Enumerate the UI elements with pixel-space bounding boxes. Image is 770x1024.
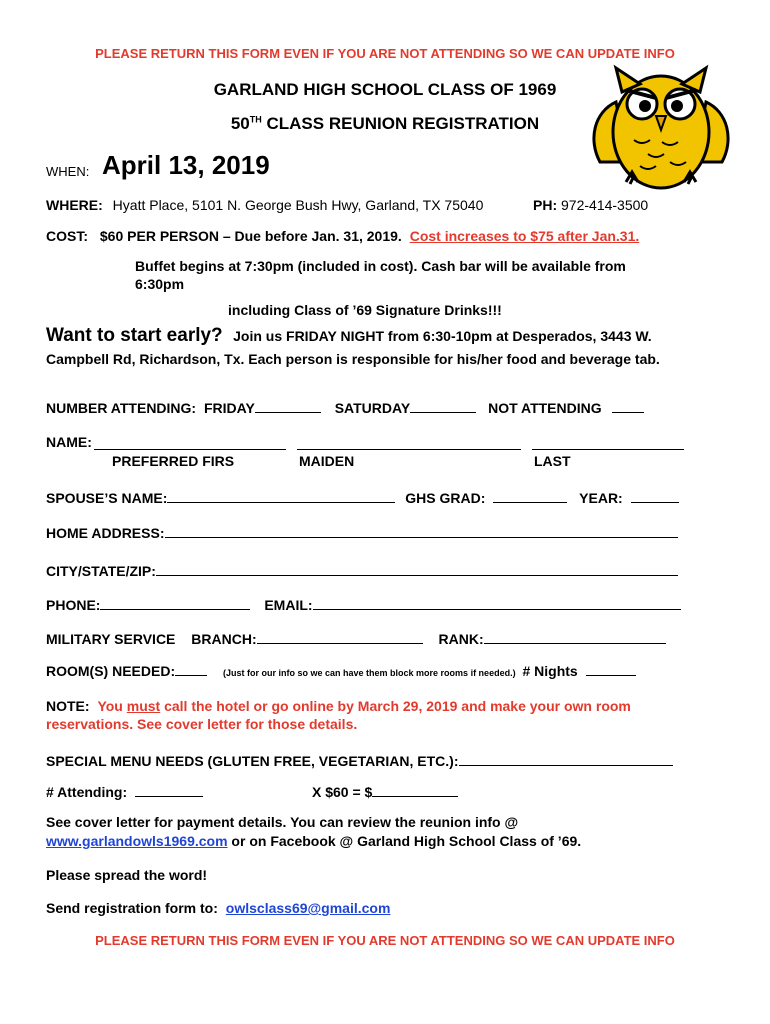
contact-email-link[interactable]: owlsclass69@gmail.com xyxy=(225,900,391,916)
venue-phone: 972-414-3500 xyxy=(561,197,649,213)
military-service-label: MILITARY SERVICE xyxy=(46,631,176,647)
nights-field[interactable] xyxy=(586,662,636,676)
payment-total-row xyxy=(312,783,458,800)
not-attending-label: NOT ATTENDING xyxy=(488,400,602,416)
send-label: Send registration form to: xyxy=(46,900,218,916)
top-banner: PLEASE RETURN THIS FORM EVEN IF YOU ARE NOT ATTENDING SO WE CAN UPDATE INFO xyxy=(95,46,675,61)
military-row xyxy=(46,630,666,647)
home-address-field[interactable] xyxy=(165,524,678,538)
city-state-zip-label: CITY/STATE/ZIP: xyxy=(46,563,156,579)
phone-field-label: PHONE: xyxy=(46,597,101,613)
friday-count-field[interactable] xyxy=(255,399,321,413)
saturday-label: SATURDAY xyxy=(334,400,411,416)
preferred-first-name-field[interactable] xyxy=(94,436,286,450)
spread-the-word: Please spread the word! xyxy=(46,867,208,883)
buffet-line-2: 6:30pm xyxy=(135,276,185,292)
last-name-field[interactable] xyxy=(532,436,684,450)
rank-field[interactable] xyxy=(484,630,666,644)
where-label: WHERE: xyxy=(46,197,103,213)
early-heading: Want to start early? xyxy=(46,325,223,346)
ghs-grad-field[interactable] xyxy=(493,489,567,503)
buffet-line-1: Buffet begins at 7:30pm (included in cost). Cash bar will be available from xyxy=(135,258,626,274)
when-label: WHEN: xyxy=(46,164,90,179)
number-attending-row xyxy=(46,399,644,416)
rooms-row xyxy=(46,662,636,679)
phone-row xyxy=(533,197,648,213)
rank-label: RANK: xyxy=(438,631,484,647)
note-line-1 xyxy=(46,698,631,714)
maiden-caption: MAIDEN xyxy=(299,453,355,469)
home-address-row xyxy=(46,524,678,541)
attending-count-field[interactable] xyxy=(135,783,203,797)
phone-email-row xyxy=(46,596,681,613)
branch-field[interactable] xyxy=(257,630,423,644)
cost-label: COST: xyxy=(46,228,88,244)
phone-field[interactable] xyxy=(100,596,250,610)
attending-payment-row xyxy=(46,783,203,800)
cost-value: $60 PER PERSON – Due before Jan. 31, 2019. xyxy=(99,228,402,244)
note-text-b: call the hotel or go online by March 29, 2019 and make your own room xyxy=(164,698,631,714)
not-attending-field[interactable] xyxy=(612,399,644,413)
early-row xyxy=(46,325,652,347)
nights-label: # Nights xyxy=(522,663,578,679)
special-menu-row xyxy=(46,752,673,769)
website-link[interactable]: www.garlandowls1969.com xyxy=(46,833,228,849)
note-line-2: reservations. See cover letter for those details. xyxy=(46,716,358,732)
payment-total-field[interactable] xyxy=(372,783,458,797)
email-field[interactable] xyxy=(313,596,681,610)
branch-label: BRANCH: xyxy=(191,631,257,647)
subtitle-text: CLASS REUNION REGISTRATION xyxy=(261,114,540,133)
special-menu-label: SPECIAL MENU NEEDS (GLUTEN FREE, VEGETARIAN, ETC.): xyxy=(46,753,459,769)
bottom-banner: PLEASE RETURN THIS FORM EVEN IF YOU ARE NOT ATTENDING SO WE CAN UPDATE INFO xyxy=(95,933,675,948)
cost-row xyxy=(46,228,639,244)
early-line-1: Join us FRIDAY NIGHT from 6:30-10pm at Desperados, 3443 W. xyxy=(233,328,652,344)
note-label: NOTE: xyxy=(46,698,90,714)
year-field[interactable] xyxy=(631,489,679,503)
ghs-grad-label: GHS GRAD: xyxy=(405,490,486,506)
preferred-first-caption: PREFERRED FIRS xyxy=(112,453,235,469)
special-menu-field[interactable] xyxy=(459,752,673,766)
rooms-needed-field[interactable] xyxy=(175,662,207,676)
city-state-zip-field[interactable] xyxy=(156,562,678,576)
payment-formula: X $60 = $ xyxy=(312,784,373,800)
subtitle-superscript: TH xyxy=(249,114,262,125)
year-label: YEAR: xyxy=(579,490,623,506)
phone-label: PH: xyxy=(533,197,558,213)
cost-increase-note: Cost increases to $75 after Jan.31. xyxy=(409,228,640,244)
attending-count-label: # Attending: xyxy=(46,784,128,800)
rooms-note: (Just for our info so we can have them block more rooms if needed.) xyxy=(223,668,516,678)
send-row xyxy=(46,900,390,916)
home-address-label: HOME ADDRESS: xyxy=(46,525,165,541)
city-state-zip-row xyxy=(46,562,678,579)
cover-line-1: See cover letter for payment details. You can review the reunion info @ xyxy=(46,814,519,830)
where-value: Hyatt Place, 5101 N. George Bush Hwy, Garland, TX 75040 xyxy=(112,197,484,213)
cover-line-2-rest: or on Facebook @ Garland High School Class of ’69. xyxy=(227,833,582,849)
subtitle-number: 50 xyxy=(230,114,250,133)
early-line-2: Campbell Rd, Richardson, Tx. Each person is responsible for his/her food and beverage tab. xyxy=(46,351,660,367)
spouse-row xyxy=(46,489,679,506)
page-title: GARLAND HIGH SCHOOL CLASS OF 1969 xyxy=(213,80,557,99)
where-row xyxy=(46,197,483,213)
spouse-name-field[interactable] xyxy=(167,489,395,503)
name-label: NAME: xyxy=(46,434,92,450)
email-field-label: EMAIL: xyxy=(264,597,313,613)
maiden-name-field[interactable] xyxy=(297,436,521,450)
last-caption: LAST xyxy=(534,453,571,469)
spouse-name-label: SPOUSE’S NAME: xyxy=(46,490,168,506)
owl-mascot-icon xyxy=(586,62,736,194)
event-date: April 13, 2019 xyxy=(102,150,270,180)
note-must: must xyxy=(126,698,161,714)
rooms-needed-label: ROOM(S) NEEDED: xyxy=(46,663,176,679)
buffet-line-3: including Class of ’69 Signature Drinks!!! xyxy=(228,302,502,318)
friday-label: FRIDAY xyxy=(204,400,255,416)
note-text-a: You xyxy=(97,698,123,714)
cover-line-2 xyxy=(46,833,581,849)
saturday-count-field[interactable] xyxy=(410,399,476,413)
number-attending-label: NUMBER ATTENDING: xyxy=(46,400,197,416)
